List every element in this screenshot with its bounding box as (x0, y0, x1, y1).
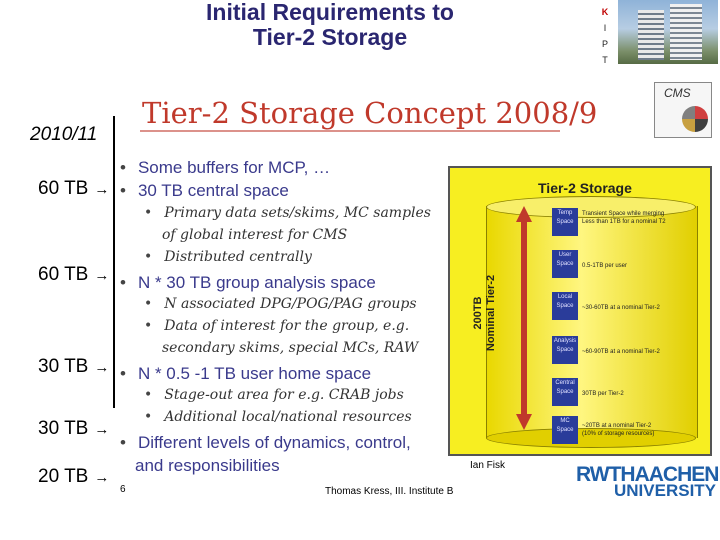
bullet-icon: • (144, 409, 153, 425)
bullet-icon: • (120, 364, 126, 383)
capacity-caption: Nominal Tier-2 (485, 274, 497, 352)
cms-detector-icon (682, 106, 708, 132)
year-label: 2010/11 (30, 124, 98, 145)
sub-bullet-item: • Primary data sets/skims, MC samples (144, 205, 431, 221)
space-note: 0.5-1TB per user (582, 263, 628, 269)
capacity-arrow (521, 220, 527, 416)
arrow-up-icon (516, 206, 532, 222)
kipt-letter: K (601, 7, 609, 17)
author-credit: Ian Fisk (470, 460, 506, 471)
right-arrow-icon: → (94, 469, 110, 486)
right-arrow-icon: → (94, 181, 110, 198)
rwth-logo-line2: UNIVERSITY (614, 481, 717, 500)
bullet-icon: • (144, 318, 153, 334)
heading-underline (140, 130, 560, 132)
bullet-icon: • (120, 158, 126, 177)
bullet-icon: • (120, 433, 126, 452)
right-arrow-icon: → (94, 359, 110, 376)
kipt-letter: I (603, 23, 607, 33)
kipt-logo (598, 4, 612, 68)
bullet-continuation: and responsibilities (135, 456, 280, 475)
slide-title-line2: Tier-2 Storage (252, 24, 408, 50)
footer-text: Thomas Kress, III. Institute B (325, 486, 454, 497)
bullet-icon: • (144, 205, 153, 221)
sub-bullet-item: • Stage-out area for e.g. CRAB jobs (144, 387, 404, 403)
arrow-down-icon (516, 414, 532, 430)
sub-bullet-item: • Data of interest for the group, e.g. (144, 318, 410, 334)
sub-bullet-continuation: secondary skims, special MCs, RAW (162, 340, 419, 356)
space-note: ~60-90TB at a nominal Tier-2 (582, 349, 660, 355)
size-annotation (38, 264, 109, 286)
building-tower-left (638, 10, 664, 60)
sub-bullet-continuation: of global interest for CMS (162, 227, 348, 243)
bullet-item: • 30 TB central space (120, 181, 289, 200)
kipt-letter: P (601, 39, 608, 49)
sub-bullet-item: • N associated DPG/POG/PAG groups (144, 296, 417, 312)
space-block: User Space (552, 250, 578, 278)
size-value: 30 TB (38, 356, 89, 377)
divider-line (113, 116, 115, 408)
cms-logo-text: CMS (664, 86, 691, 100)
space-block: Local Space (552, 292, 578, 320)
slide-title-line1: Initial Requirements to (206, 0, 454, 25)
bullet-item: • N * 30 TB group analysis space (120, 273, 376, 292)
right-arrow-icon: → (94, 421, 110, 438)
right-arrow-icon: → (94, 267, 110, 284)
rwth-logo-line1: RWTHAACHEN (576, 463, 719, 486)
sub-bullet-item: • Distributed centrally (144, 249, 312, 265)
size-value: 30 TB (38, 418, 89, 439)
space-note: 30TB per Tier-2 (582, 391, 624, 397)
size-value: 60 TB (38, 178, 89, 199)
space-note: Transient Space while merging Less than 1TB for a nominal T2 (582, 211, 666, 225)
size-annotation (38, 178, 109, 200)
bullet-icon: • (120, 273, 126, 292)
space-block: MC Space (552, 416, 578, 444)
space-block: Temp Space (552, 208, 578, 236)
size-value: 20 TB (38, 466, 89, 487)
bullet-item: • Different levels of dynamics, control, (120, 433, 411, 452)
bullet-icon: • (144, 387, 153, 403)
slide-title (120, 0, 540, 50)
bullet-icon: • (120, 181, 126, 200)
space-block: Central Space (552, 378, 578, 406)
bullet-icon: • (144, 249, 153, 265)
building-tower-right (670, 4, 702, 60)
size-value: 60 TB (38, 264, 89, 285)
size-annotation (38, 418, 109, 440)
kipt-letter: T (602, 55, 608, 65)
space-note: ~30-60TB at a nominal Tier-2 (582, 305, 660, 311)
bullet-icon: • (144, 296, 153, 312)
size-annotation (38, 466, 109, 488)
space-note: ~20TB at a nominal Tier-2 (10% of storage resources) (582, 423, 655, 437)
page-number: 6 (120, 484, 126, 495)
bullet-item: • N * 0.5 -1 TB user home space (120, 364, 372, 383)
space-block: Analysis Space (552, 336, 578, 364)
storage-diagram-title: Tier-2 Storage (538, 180, 632, 196)
storage-cylinder (486, 206, 698, 438)
institute-building-photo (618, 0, 718, 64)
bullet-item: • Some buffers for MCP, … (120, 158, 331, 177)
embedded-slide-heading: Tier-2 Storage Concept 2008/9 (142, 96, 598, 130)
sub-bullet-item: • Additional local/national resources (144, 409, 412, 425)
capacity-value: 200TB (472, 296, 484, 330)
size-annotation (38, 356, 109, 378)
capacity-label (472, 258, 498, 368)
